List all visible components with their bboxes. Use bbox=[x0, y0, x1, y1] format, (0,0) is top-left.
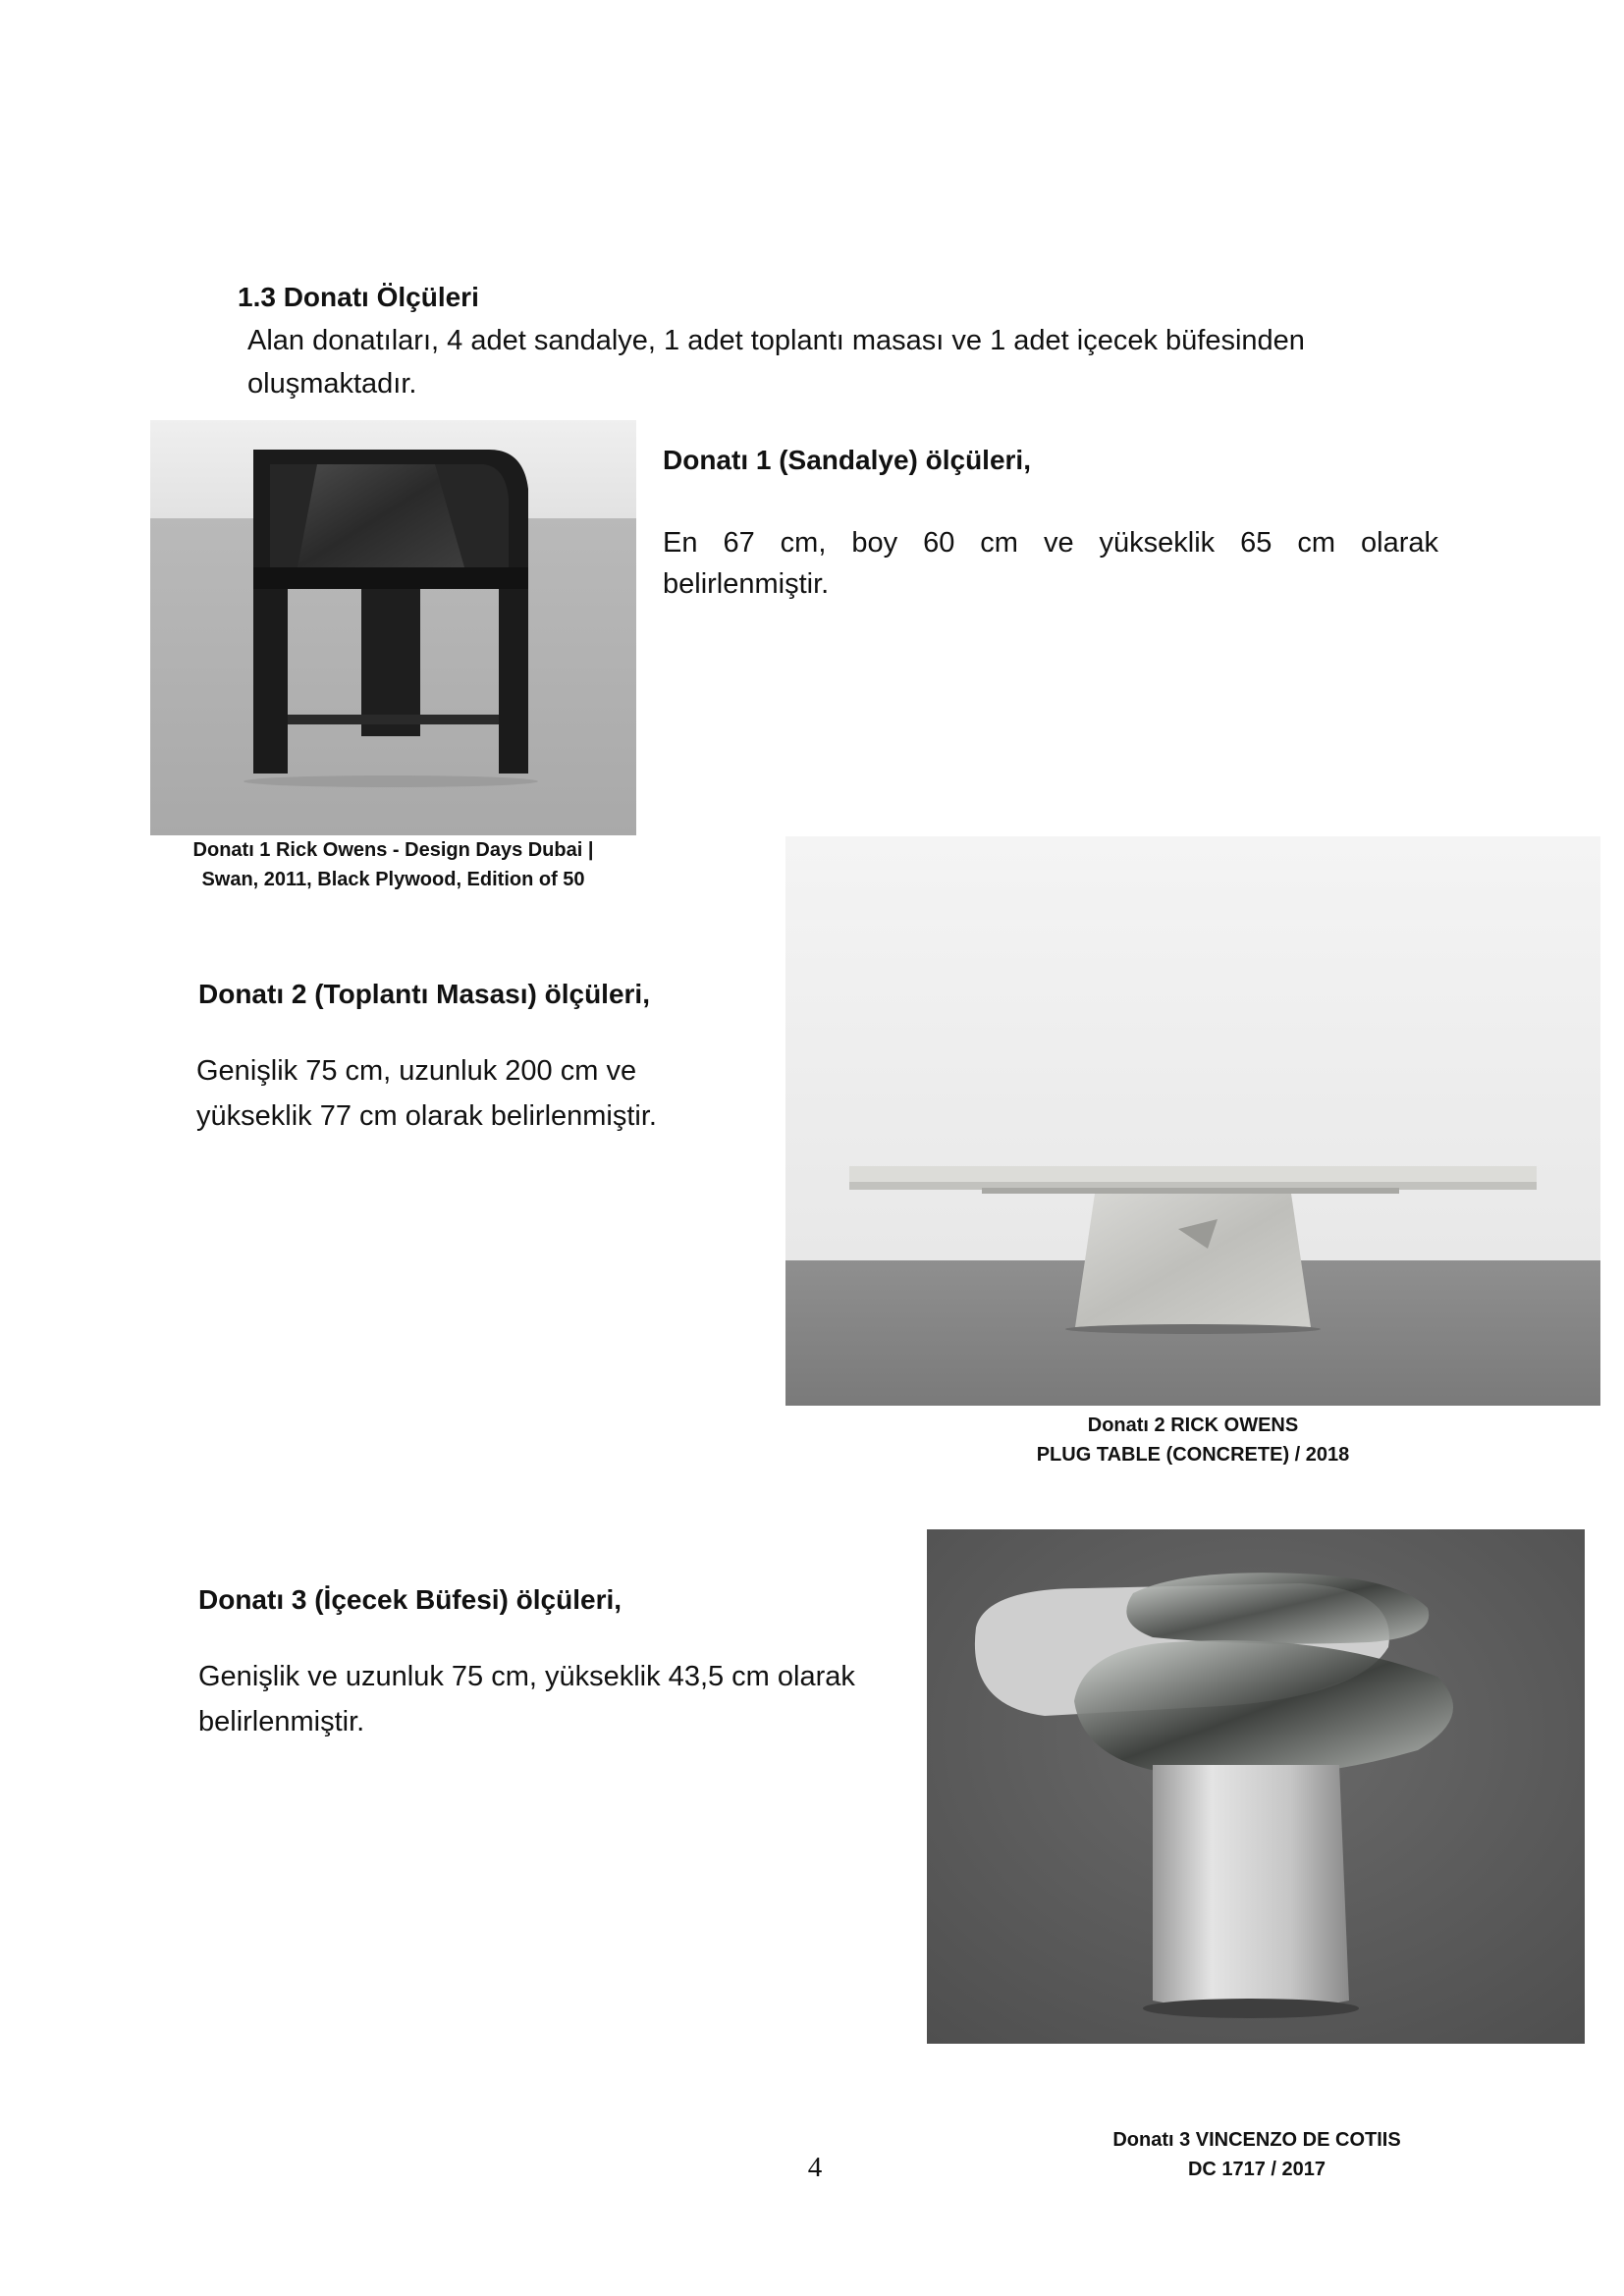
item-3-caption bbox=[1001, 2125, 1512, 2184]
item-3-caption-line-2: DC 1717 / 2017 bbox=[1187, 2159, 1326, 2180]
item-1-caption bbox=[150, 835, 636, 894]
item-3-text-line-2: belirlenmiştir. bbox=[198, 1706, 365, 1737]
chair-photo bbox=[150, 420, 636, 835]
drinks-table-photo bbox=[927, 1529, 1585, 2044]
item-2-caption-line-2: PLUG TABLE (CONCRETE) / 2018 bbox=[1036, 1444, 1350, 1466]
page-number: 4 bbox=[807, 2152, 823, 2183]
item-3-heading: Donatı 3 (İçecek Büfesi) ölçüleri, bbox=[198, 1584, 623, 1615]
section-intro-line-2: oluşmaktadır. bbox=[247, 368, 417, 400]
item-2-text-line-2: yükseklik 77 cm olarak belirlenmiştir. bbox=[196, 1100, 657, 1132]
item-1-heading: Donatı 1 (Sandalye) ölçüleri, bbox=[663, 445, 1031, 475]
item-1-caption-line-1: Donatı 1 Rick Owens - Design Days Dubai | bbox=[192, 839, 594, 861]
item-2-text-line-1: Genişlik 75 cm, uzunluk 200 cm ve bbox=[196, 1055, 637, 1087]
section-title: 1.3 Donatı Ölçüleri bbox=[238, 282, 479, 312]
item-1-caption-line-2: Swan, 2011, Black Plywood, Edition of 50 bbox=[201, 869, 585, 890]
item-1-text-line-1: En 67 cm, boy 60 cm ve yükseklik 65 cm olarak bbox=[663, 527, 1438, 559]
item-2-heading: Donatı 2 (Toplantı Masası) ölçüleri, bbox=[198, 979, 650, 1009]
item-1-text-line-2: belirlenmiştir. bbox=[663, 568, 830, 600]
item-3-caption-line-1: Donatı 3 VINCENZO DE COTIIS bbox=[1112, 2129, 1401, 2151]
item-2-caption-line-1: Donatı 2 RICK OWENS bbox=[1087, 1415, 1299, 1436]
item-2-caption bbox=[785, 1411, 1600, 1469]
item-3-text-line-1: Genişlik ve uzunluk 75 cm, yükseklik 43,5 cm olarak bbox=[198, 1661, 855, 1692]
section-intro-line-1: Alan donatıları, 4 adet sandalye, 1 adet toplantı masası ve 1 adet içecek büfesinden bbox=[247, 325, 1305, 356]
table-photo bbox=[785, 836, 1600, 1406]
